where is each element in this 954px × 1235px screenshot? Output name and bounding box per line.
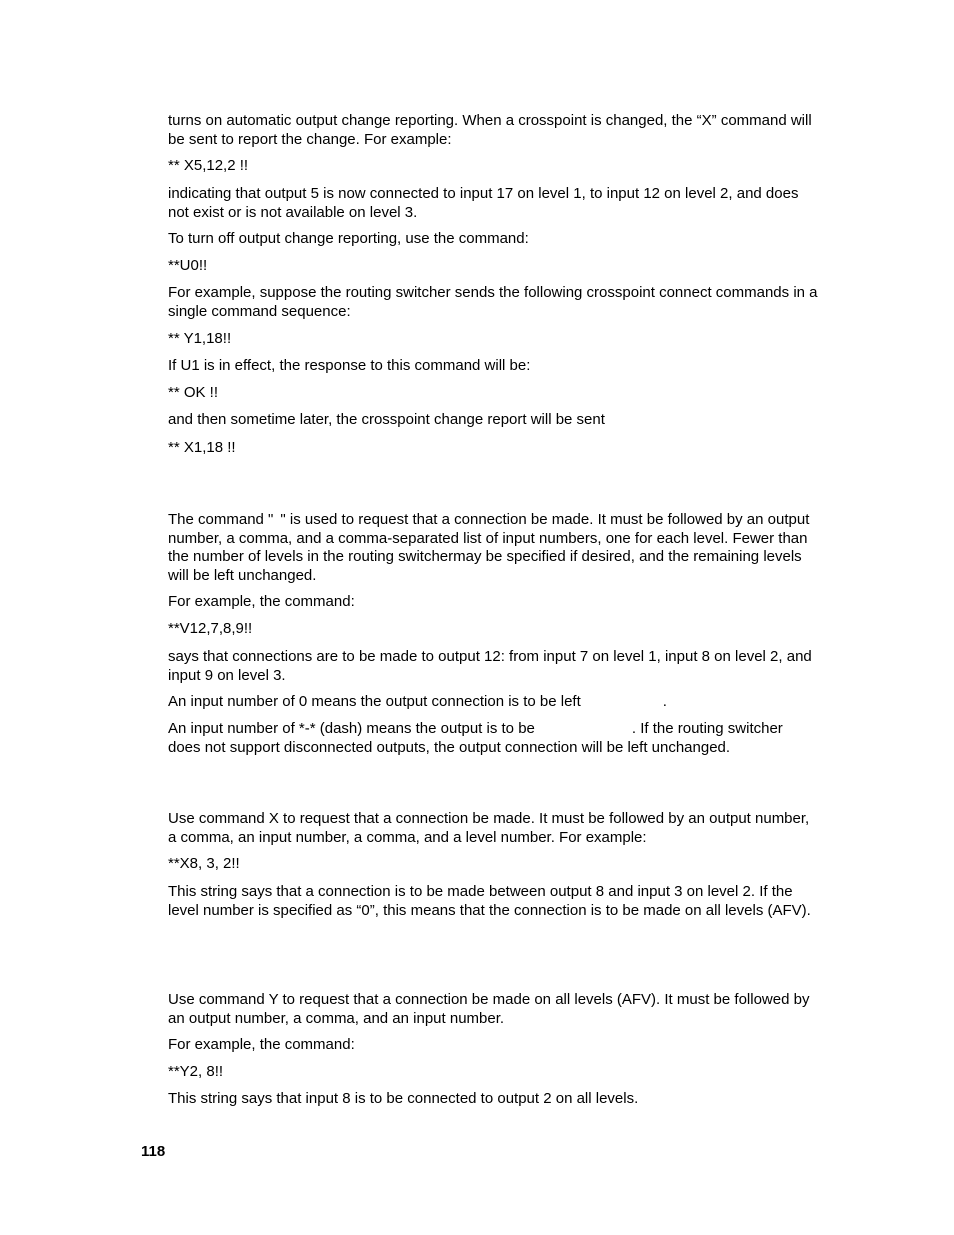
paragraph-example-command-v: For example, the command: [168,593,355,610]
paragraph-reporting-intro: turns on automatic output change reporting. When a crosspoint is changed, the “X” command will be sent to report the change. For example: [168,112,812,148]
code-example-x5: ** X5,12,2 !! [168,157,249,174]
paragraph-input-dash [168,720,818,757]
code-example-y1: ** Y1,18!! [168,330,232,347]
paragraph-v12-explained: says that connections are to be made to output 12: from input 7 on level 1, input 8 on level 2, and input 9 on level 3. [168,648,812,684]
paragraph-example-sequence: For example, suppose the routing switcher sends the following crosspoint connect commands in a single command sequence: [168,284,818,320]
paragraph-u1-response: If U1 is in effect, the response to this command will be: [168,357,531,374]
paragraph-input-zero-start: An input number of 0 means the output connection is to be left [168,693,581,710]
paragraph-change-report: and then sometime later, the crosspoint change report will be sent [168,411,605,428]
paragraph-example-command-y: For example, the command: [168,1036,355,1053]
code-example-x1: ** X1,18 !! [168,439,236,456]
paragraph-y-command: Use command Y to request that a connection be made on all levels (AFV). It must be followed by an output number, a comma, and an input number. [168,991,810,1027]
paragraph-turn-off-reporting: To turn off output change reporting, use the command: [168,230,529,247]
paragraph-x-command: Use command X to request that a connection be made. It must be followed by an output number, a comma, an input number, a comma, and a level number. For example: [168,810,810,846]
paragraph-y2-explained: This string says that input 8 is to be connected to output 2 on all levels. [168,1090,639,1107]
paragraph-input-zero-end: . [662,693,667,710]
paragraph-indicating: indicating that output 5 is now connected to input 17 on level 1, to input 12 on level 2, and does not exist or is not available on level 3. [168,185,799,221]
code-example-ok: ** OK !! [168,384,219,401]
code-example-u0: **U0!! [168,257,208,274]
paragraph-input-dash-start: An input number of *-* (dash) means the output is to be [168,720,535,737]
paragraph-x8-explained: This string says that a connection is to be made between output 8 and input 3 on level 2. If the level number is specified as “0”, this means that the connection is to be made on all levels (AFV). [168,883,811,919]
paragraph-v-command-start: The command " [168,511,274,528]
code-example-v12: **V12,7,8,9!! [168,620,253,637]
paragraph-v-command [168,511,818,585]
paragraph-input-dash-rest: . If the routing switcher does not support disconnected outputs, the output connection will be left unchanged. [168,720,783,756]
paragraph-input-zero [168,693,818,712]
page-number: 118 [141,1143,166,1160]
code-example-x8: **X8, 3, 2!! [168,855,240,872]
paragraph-v-command-rest: " is used to request that a connection be made. It must be followed by an output number, a comma, and a comma-separated list of input numbers, one for each level. Fewer than the number of levels in the routing switchermay be specified if desired, and the remaining levels will be left unchanged. [168,511,810,584]
code-example-y2: **Y2, 8!! [168,1063,224,1080]
